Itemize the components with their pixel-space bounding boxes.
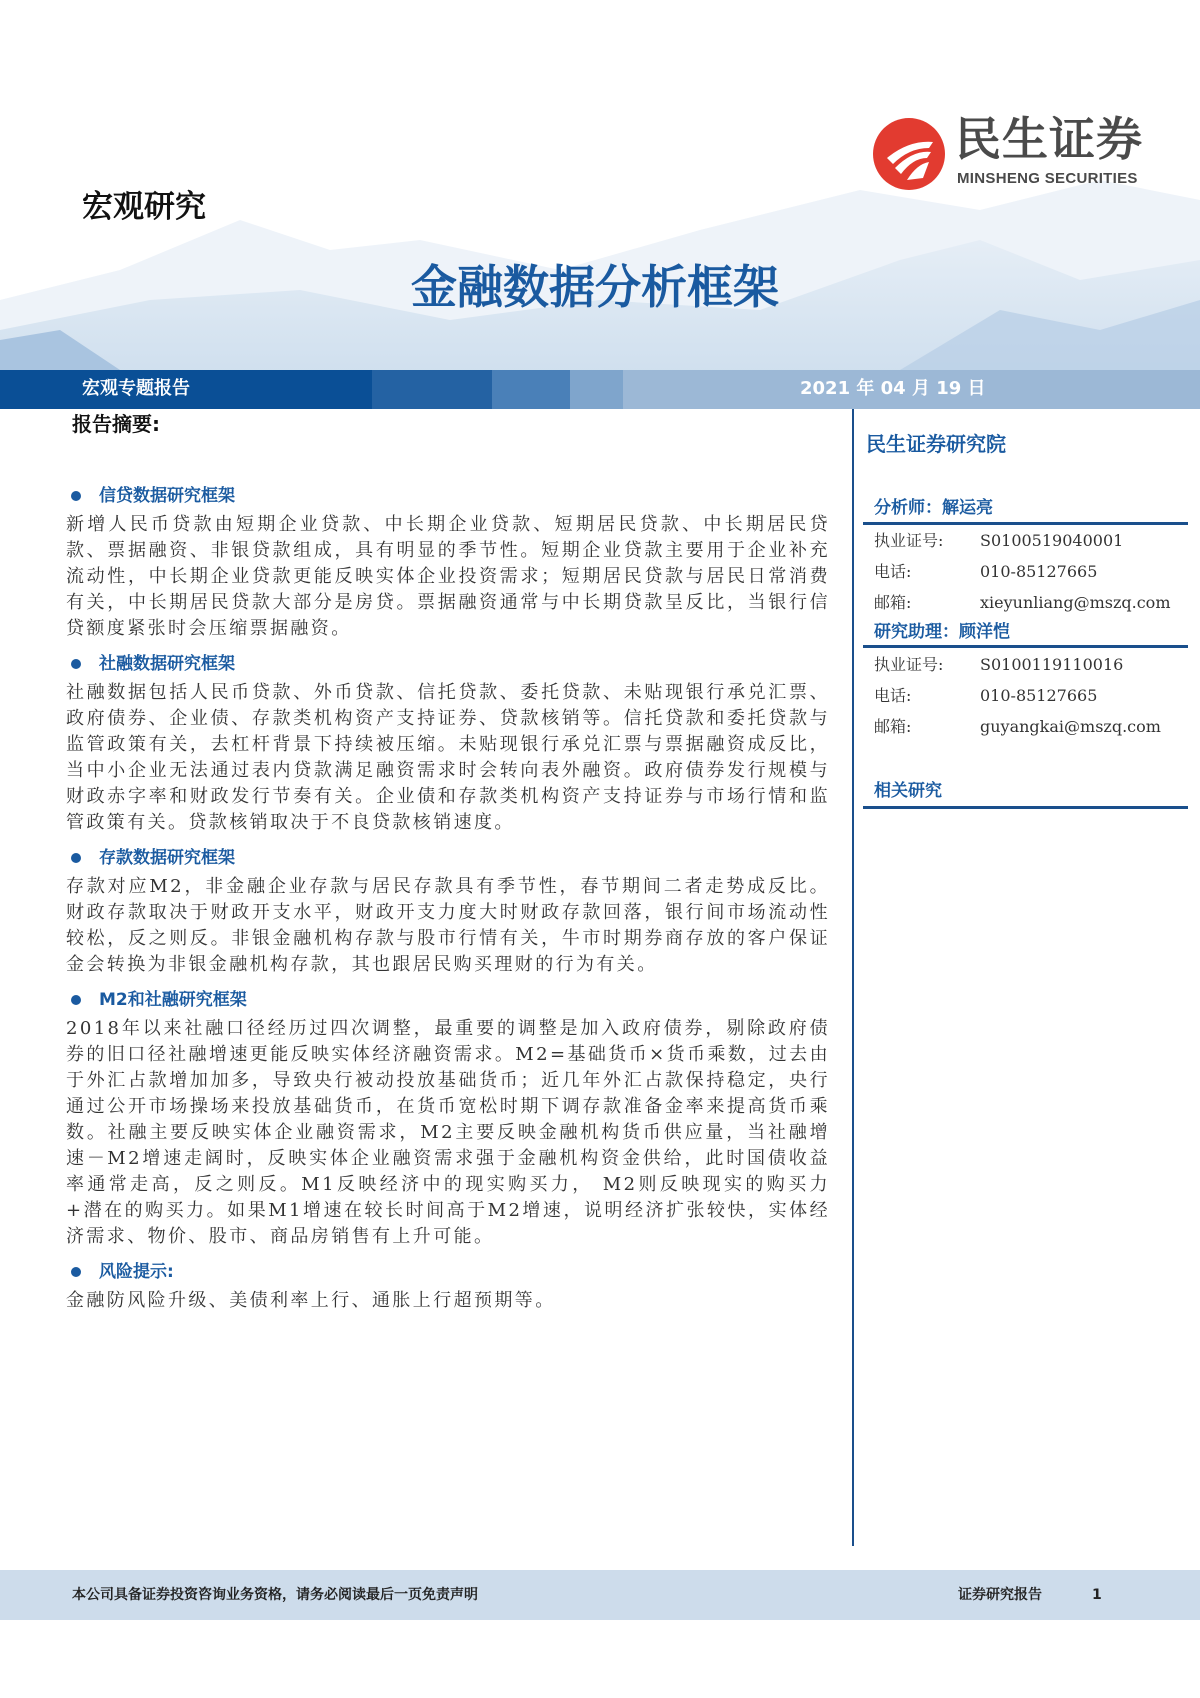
bullet-icon	[71, 659, 81, 669]
section	[66, 1256, 830, 1314]
column-divider	[852, 409, 854, 1546]
analyst-email: 邮箱: xieyunliang@mszq.com	[874, 593, 1171, 612]
section-heading: M2和社融研究框架	[99, 990, 247, 1010]
bullet-icon	[71, 1267, 81, 1277]
assistant-phone: 电话: 010-85127665	[874, 686, 1098, 705]
bullet-icon	[71, 491, 81, 501]
section	[66, 480, 830, 642]
bullet-icon	[71, 853, 81, 863]
bullet-icon	[71, 995, 81, 1005]
abstract-body	[66, 480, 830, 1320]
email-link[interactable]: guyangkai@mszq.com	[980, 717, 1161, 736]
related-research-title: 相关研究	[874, 781, 942, 801]
assistant-title: 研究助理：顾洋恺	[874, 622, 1010, 642]
logo-text-en: MINSHENG SECURITIES	[957, 170, 1138, 187]
assistant-email: 邮箱: guyangkai@mszq.com	[874, 717, 1161, 736]
divider	[863, 645, 1188, 648]
section-text: 2018年以来社融口径经历过四次调整，最重要的调整是加入政府债券，剔除政府债券的旧口径社融增速更能反映实体经济融资需求。M2=基础货币×货币乘数，过去由于外汇占款增加加多，导致央行被动投放基础货币；近几年外汇占款保持稳定，央行通过公开市场操场来投放基础货币，在货币宽松时期下调存款准备金率来提高货币乘数。社融主要反映实体企业融资需求，M2主要反映金融机构货币供应量，当社融增速－M2增速走阔时，反映实体企业融资需求强于金融机构资金供给，此时国债收益率通常走高，反之则反。M1反映经济中的现实购买力， M2则反映现实的购买力+潜在的购买力。如果M1增速在较长时间高于M2增速，说明经济扩张较快，实体经济需求、物价、股市、商品房销售有上升可能。	[66, 1018, 830, 1247]
report-date: 2021 年 04 月 19 日	[800, 378, 986, 399]
report-type: 宏观专题报告	[82, 378, 190, 399]
section	[66, 842, 830, 978]
page-title: 金融数据分析框架	[411, 260, 779, 314]
footer-disclaimer: 本公司具备证券投资咨询业务资格，请务必阅读最后一页免责声明	[72, 1587, 478, 1603]
abstract-label: 报告摘要:	[72, 412, 160, 436]
divider	[863, 806, 1188, 809]
logo-mark	[873, 118, 945, 190]
analyst-license: 执业证号: S0100519040001	[874, 531, 1124, 550]
logo-text-cn: 民生证券	[955, 112, 1143, 166]
section-text: 新增人民币贷款由短期企业贷款、中长期企业贷款、短期居民贷款、中长期居民贷款、票据融资、非银贷款组成，具有明显的季节性。短期企业贷款主要用于企业补充流动性，中长期企业贷款更能反映实体企业投资需求；短期居民贷款与居民日常消费有关，中长期居民贷款大部分是房贷。票据融资通常与中长期贷款呈反比，当银行信贷额度紧张时会压缩票据融资。	[66, 514, 830, 639]
footer-label: 证券研究报告	[958, 1587, 1042, 1603]
section	[66, 984, 830, 1250]
page-number: 1	[1092, 1587, 1102, 1603]
section	[66, 648, 830, 836]
section-heading: 风险提示:	[99, 1262, 174, 1282]
divider	[863, 522, 1188, 525]
section-text: 存款对应M2，非金融企业存款与居民存款具有季节性，春节期间二者走势成反比。财政存款取决于财政开支水平，财政开支力度大时财政存款回落，银行间市场流动性较松，反之则反。非银金融机构存款与股市行情有关，牛市时期券商存放的客户保证金会转换为非银金融机构存款，其也跟居民购买理财的行为有关。	[66, 876, 830, 975]
email-link[interactable]: xieyunliang@mszq.com	[980, 593, 1171, 612]
institute-name: 民生证券研究院	[866, 432, 1006, 456]
section-heading: 社融数据研究框架	[99, 654, 235, 674]
section-text: 金融防风险升级、美债利率上行、通胀上行超预期等。	[66, 1290, 556, 1311]
section-heading: 信贷数据研究框架	[99, 486, 235, 506]
analyst-phone: 电话: 010-85127665	[874, 562, 1098, 581]
report-category: 宏观研究	[82, 189, 206, 225]
assistant-license: 执业证号: S0100119110016	[874, 655, 1124, 674]
analyst-title: 分析师：解运亮	[874, 498, 993, 518]
section-heading: 存款数据研究框架	[99, 848, 235, 868]
section-text: 社融数据包括人民币贷款、外币贷款、信托贷款、委托贷款、未贴现银行承兑汇票、政府债券、企业债、存款类机构资产支持证券、贷款核销等。信托贷款和委托贷款与监管政策有关，去杠杆背景下持续被压缩。未贴现银行承兑汇票与票据融资成反比，当中小企业无法通过表内贷款满足融资需求时会转向表外融资。政府债券发行规模与财政赤字率和财政发行节奏有关。企业债和存款类机构资产支持证券与市场行情和监管政策有关。贷款核销取决于不良贷款核销速度。	[66, 682, 830, 833]
